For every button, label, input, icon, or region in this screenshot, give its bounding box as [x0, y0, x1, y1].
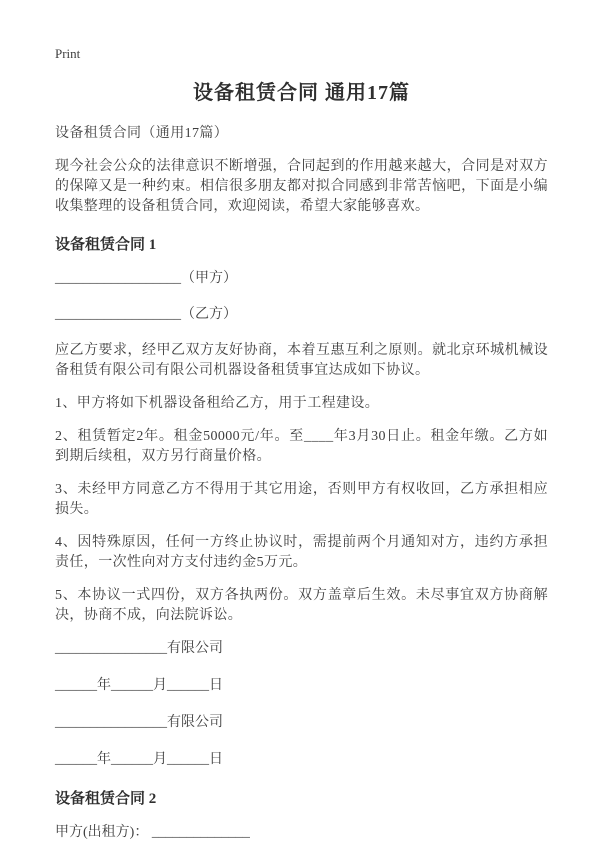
clause-3: 3、未经甲方同意乙方不得用于其它用途，否则甲方有权收回，乙方承担相应损失。 [55, 482, 548, 517]
signature-date-line: ______年______月______日 [55, 752, 223, 767]
clause-5: 5、本协议一式四份，双方各执两份。双方盖章后生效。未尽事宜双方协商解决，协商不成，向法院诉讼。 [55, 588, 548, 623]
lessor-blank-line: 甲方(出租方)： ______________ [55, 825, 250, 840]
clause-1: 1、甲方将如下机器设备租给乙方，用于工程建设。 [55, 396, 380, 411]
clause-2: 2、租赁暂定2年。租金50000元/年。至____年3月30日止。租金年缴。乙方如到期后续租，双方另行商量价格。 [55, 429, 548, 464]
section-2-heading: 设备租赁合同 2 [55, 791, 157, 807]
signature-date-line: ______年______月______日 [55, 678, 223, 693]
intro-paragraph: 现今社会公众的法律意识不断增强，合同起到的作用越来越大，合同是对双方的保障又是一种约束。相信很多朋友都对拟合同感到非常苦恼吧，下面是小编收集整理的设备租赁合同，欢迎阅读，希望大家能够喜欢。 [55, 159, 548, 214]
party-b-blank-line: __________________（乙方） [55, 307, 237, 322]
clause-4: 4、因特殊原因，任何一方终止协议时，需提前两个月通知对方，违约方承担责任，一次性向对方支付违约金5万元。 [55, 535, 548, 570]
party-a-blank-line: __________________（甲方） [55, 271, 237, 286]
print-button[interactable]: Print [55, 46, 81, 61]
signature-company-line: ________________有限公司 [55, 641, 223, 656]
section-1-preamble: 应乙方要求，经甲乙双方友好协商，本着互惠互利之原则。就北京环城机械设备租赁有限公司有限公司机器设备租赁事宜达成如下协议。 [55, 343, 548, 378]
document-subtitle: 设备租赁合同（通用17篇） [55, 126, 229, 141]
signature-company-line: ________________有限公司 [55, 715, 223, 730]
document-title: 设备租赁合同 通用17篇 [193, 82, 410, 104]
section-1-heading: 设备租赁合同 1 [55, 237, 157, 253]
